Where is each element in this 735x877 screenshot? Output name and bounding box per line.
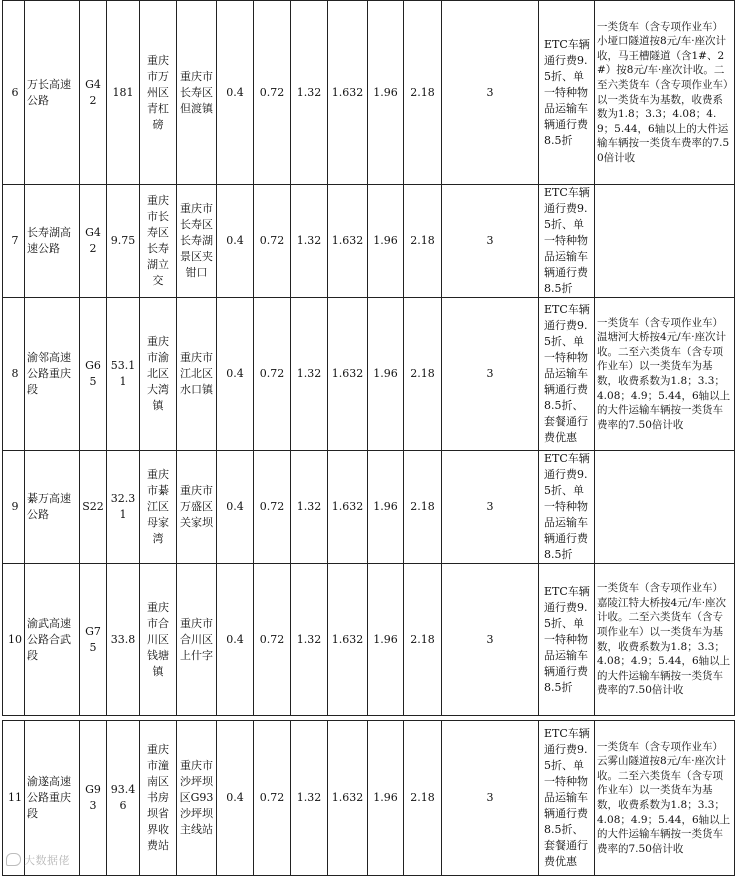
road-code: S22 [80,451,107,564]
freight-note: 一类货车（含专项作业车）小垭口隧道按8元/车·座次计收，马王槽隧道（含1#、2#）按8元/车·座次计收。二至六类货车（含专项作业车）以一类货车为基数，收费系数为1.8；3.3；4.08；4.9；5.44，6轴以上的大件运输车辆按一类货车费率的7.50倍计收 [595,1,735,185]
discount-policy: ETC车辆通行费9.5折、单一特种物品运输车辆通行费8.5折 [539,185,595,298]
table-row [3,298,735,451]
road-name: 渝遂高速公路重庆段 [25,721,80,876]
watermark [6,852,70,868]
table-row [3,185,735,298]
road-length: 32.31 [107,451,140,564]
row-number: 9 [3,451,25,564]
end-point: 重庆市长寿区但渡镇 [177,1,217,185]
discount-policy: ETC车辆通行费9.5折、单一特种物品运输车辆通行费8.5折 [539,564,595,716]
road-length: 9.75 [107,185,140,298]
rate-2: 0.72 [254,451,291,564]
rate-3: 1.32 [291,721,328,876]
rate-5: 1.96 [368,185,404,298]
rate-1: 0.4 [217,298,254,451]
rate-7: 3 [442,451,539,564]
start-point: 重庆市长寿区长寿湖立交 [140,185,177,298]
road-name: 长寿湖高速公路 [25,185,80,298]
rate-4: 1.632 [328,1,368,185]
chat-bubble-icon [6,853,21,866]
rate-7: 3 [442,185,539,298]
road-name: 渝邻高速公路重庆段 [25,298,80,451]
rate-2: 0.72 [254,1,291,185]
watermark-text: 大数据佬 [24,854,70,867]
road-length: 53.11 [107,298,140,451]
rate-4: 1.632 [328,721,368,876]
road-name: 渝武高速公路合武段 [25,564,80,716]
rate-3: 1.32 [291,451,328,564]
discount-policy: ETC车辆通行费9.5折、单一特种物品运输车辆通行费8.5折、套餐通行费优惠 [539,298,595,451]
discount-policy: ETC车辆通行费9.5折、单一特种物品运输车辆通行费8.5折 [539,1,595,185]
rate-3: 1.32 [291,185,328,298]
rate-2: 0.72 [254,564,291,716]
toll-table-top [2,0,735,716]
rate-6: 2.18 [404,185,442,298]
start-point: 重庆市万州区青杠磅 [140,1,177,185]
rate-6: 2.18 [404,721,442,876]
end-point: 重庆市沙坪坝区G93沙坪坝主线站 [177,721,217,876]
rate-6: 2.18 [404,298,442,451]
rate-7: 3 [442,721,539,876]
rate-5: 1.96 [368,298,404,451]
rate-4: 1.632 [328,185,368,298]
discount-policy: ETC车辆通行费9.5折、单一特种物品运输车辆通行费8.5折 [539,451,595,564]
rate-5: 1.96 [368,1,404,185]
table-row [3,564,735,716]
rate-1: 0.4 [217,721,254,876]
freight-note: 一类货车（含专项作业车）温塘河大桥按4元/车·座次计收。二至六类货车（含专项作业车）以一类货车为基数，收费系数为1.8；3.3；4.08；4.9；5.44，6轴以上的大件运输车辆按一类货车费率的7.50倍计收 [595,298,735,451]
rate-6: 2.18 [404,564,442,716]
rate-3: 1.32 [291,1,328,185]
freight-note: 一类货车（含专项作业车）云雾山隧道按8元/车·座次计收。二至六类货车（含专项作业车）以一类货车为基数，收费系数为1.8；3.3；4.08；4.9；5.44，6轴以上的大件运输车辆按一类货车费率的7.50倍计收 [595,721,735,876]
road-name: 綦万高速公路 [25,451,80,564]
rate-1: 0.4 [217,1,254,185]
row-number: 7 [3,185,25,298]
discount-policy: ETC车辆通行费9.5折、单一特种物品运输车辆通行费8.5折、套餐通行费优惠 [539,721,595,876]
road-code: G42 [80,185,107,298]
end-point: 重庆市长寿区长寿湖景区夹钳口 [177,185,217,298]
road-code: G93 [80,721,107,876]
rate-7: 3 [442,1,539,185]
row-number: 6 [3,1,25,185]
rate-1: 0.4 [217,185,254,298]
start-point: 重庆市合川区钱塘镇 [140,564,177,716]
row-number: 8 [3,298,25,451]
road-code: G42 [80,1,107,185]
rate-4: 1.632 [328,451,368,564]
start-point: 重庆市潼南区书房坝省界收费站 [140,721,177,876]
table-row [3,451,735,564]
road-code: G65 [80,298,107,451]
end-point: 重庆市合川区上什字 [177,564,217,716]
rate-2: 0.72 [254,185,291,298]
road-length: 93.46 [107,721,140,876]
rate-6: 2.18 [404,1,442,185]
start-point: 重庆市渝北区大湾镇 [140,298,177,451]
road-code: G75 [80,564,107,716]
rate-4: 1.632 [328,298,368,451]
toll-table-bottom [2,720,735,876]
rate-7: 3 [442,564,539,716]
rate-1: 0.4 [217,564,254,716]
rate-2: 0.72 [254,721,291,876]
rate-5: 1.96 [368,564,404,716]
rate-1: 0.4 [217,451,254,564]
rate-3: 1.32 [291,564,328,716]
rate-4: 1.632 [328,564,368,716]
table-row [3,721,735,876]
rate-5: 1.96 [368,721,404,876]
end-point: 重庆市江北区水口镇 [177,298,217,451]
start-point: 重庆市綦江区母家湾 [140,451,177,564]
rate-2: 0.72 [254,298,291,451]
road-length: 181 [107,1,140,185]
road-length: 33.8 [107,564,140,716]
rate-6: 2.18 [404,451,442,564]
end-point: 重庆市万盛区关家坝 [177,451,217,564]
freight-note [595,185,735,298]
rate-5: 1.96 [368,451,404,564]
road-name: 万长高速公路 [25,1,80,185]
table-row [3,1,735,185]
freight-note: 一类货车（含专项作业车）嘉陵江特大桥按4元/车·座次计收。二至六类货车（含专项作业车）以一类货车为基数，收费系数为1.8；3.3；4.08；4.9；5.44，6轴以上的大件运输车辆按一类货车费率的7.50倍计收 [595,564,735,716]
row-number: 10 [3,564,25,716]
rate-3: 1.32 [291,298,328,451]
rate-7: 3 [442,298,539,451]
row-number: 11 [3,721,25,876]
freight-note [595,451,735,564]
